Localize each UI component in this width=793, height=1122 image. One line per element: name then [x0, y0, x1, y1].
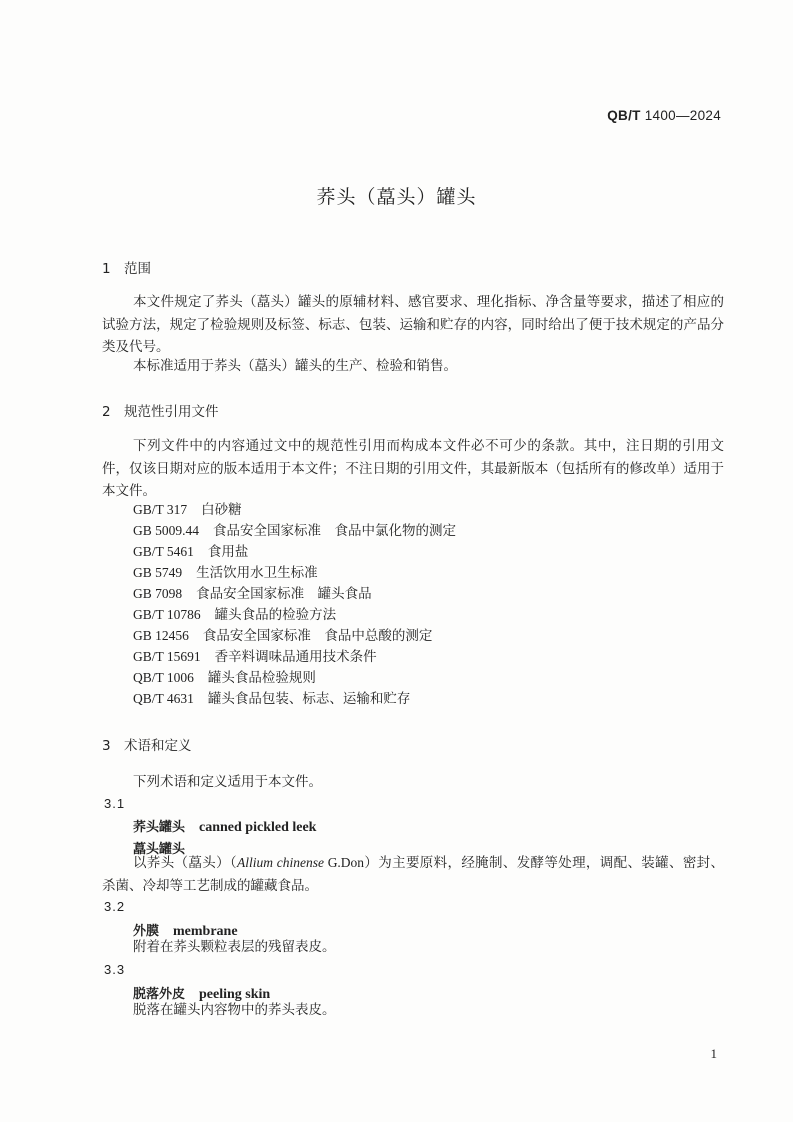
reference-name: 生活饮用水卫生标准 [196, 565, 318, 581]
reference-code: GB 7098 [133, 586, 183, 601]
reference-code: GB/T 5461 [133, 544, 194, 559]
term-alt: 藠头罐头 [133, 842, 186, 857]
section-2-number: 2 [102, 404, 111, 420]
term-en: canned pickled leek [199, 820, 317, 835]
latin-species-name: Allium chinense [237, 855, 324, 870]
reference-name: 白砂糖 [201, 502, 242, 518]
term-zh: 荞头罐头 [133, 820, 186, 835]
reference-code: QB/T 4631 [133, 691, 194, 706]
section-1-title: 范围 [124, 261, 151, 277]
document-title: 荞头（藠头）罐头 [316, 186, 477, 208]
term-definition [102, 852, 724, 897]
reference-item [133, 520, 456, 541]
standard-number: 1400—2024 [644, 108, 721, 123]
term-en: peeling skin [199, 987, 271, 1002]
clause-number: 3.2 [104, 899, 126, 914]
reference-item [133, 646, 456, 667]
reference-item [133, 667, 456, 688]
normative-references-intro: 下列文件中的内容通过文中的规范性引用而构成本文件必不可少的条款。其中，注日期的引用文件，仅该日期对应的版本适用于本文件；不注日期的引用文件，其最新版本（包括所有的修改单）适用于本文件。 [102, 438, 724, 499]
reference-name: 食用盐 [207, 544, 249, 560]
section-1-number: 1 [102, 261, 111, 277]
reference-item [133, 583, 456, 604]
section-3-number: 3 [102, 738, 111, 754]
reference-code: GB/T 10786 [133, 607, 201, 622]
term-heading [133, 816, 316, 836]
section-3-heading [102, 734, 192, 754]
reference-item [133, 499, 456, 520]
reference-name: 食品安全国家标准 食品中总酸的测定 [202, 628, 433, 644]
term-en: membrane [173, 924, 238, 939]
section-2-heading [102, 400, 219, 420]
term-zh: 外膜 [133, 924, 160, 939]
definition-text-start: 以荞头（藠头）（ [133, 855, 238, 871]
reference-name: 罐头食品检验规则 [207, 670, 316, 686]
clause-number: 3.1 [104, 796, 126, 811]
page-number: 1 [710, 1046, 717, 1061]
reference-item [133, 541, 456, 562]
reference-name: 食品安全国家标准 食品中氯化物的测定 [213, 523, 457, 539]
latin-author: G.Don [323, 855, 365, 870]
section-2-title: 规范性引用文件 [124, 404, 219, 420]
section-1-heading [102, 257, 151, 277]
terms-intro: 下列术语和定义适用于本文件。 [133, 774, 322, 790]
reference-item [133, 604, 456, 625]
reference-item [133, 562, 456, 583]
scope-paragraph-2: 本标准适用于荞头（藠头）罐头的生产、检验和销售。 [133, 358, 457, 374]
reference-code: GB/T 317 [133, 502, 188, 517]
reference-name: 香辛料调味品通用技术条件 [214, 649, 377, 665]
clause-number: 3.3 [104, 962, 126, 977]
reference-code: GB 5009.44 [133, 523, 200, 538]
term-definition: 脱落在罐头内容物中的荞头表皮。 [133, 1002, 336, 1018]
section-3-title: 术语和定义 [124, 738, 192, 754]
reference-item [133, 688, 456, 709]
reference-item [133, 625, 456, 646]
reference-name: 罐头食品包装、标志、运输和贮存 [207, 691, 411, 707]
reference-name: 食品安全国家标准 罐头食品 [196, 586, 372, 602]
definition-text-end: ）为主要原料，经腌制、发酵等处理，调配、装罐、密封、杀菌、冷却等工艺制成的罐藏食品。 [102, 855, 725, 894]
standard-code [607, 108, 721, 123]
reference-name: 罐头食品的检验方法 [214, 607, 337, 623]
term-zh: 脱落外皮 [133, 987, 186, 1002]
reference-code: GB 5749 [133, 565, 183, 580]
scope-paragraph-1: 本文件规定了荞头（藠头）罐头的原辅材料、感官要求、理化指标、净含量等要求，描述了相应的试验方法，规定了检验规则及标签、标志、包装、运输和贮存的内容，同时给出了便于技术规定的产品分类及代号。 [102, 294, 724, 355]
reference-code: QB/T 1006 [133, 670, 194, 685]
reference-code: GB/T 15691 [133, 649, 201, 664]
term-definition: 附着在荞头颗粒表层的残留表皮。 [133, 939, 336, 955]
reference-code: GB 12456 [133, 628, 189, 643]
reference-list [133, 499, 456, 709]
standard-prefix: QB/T [607, 108, 641, 123]
